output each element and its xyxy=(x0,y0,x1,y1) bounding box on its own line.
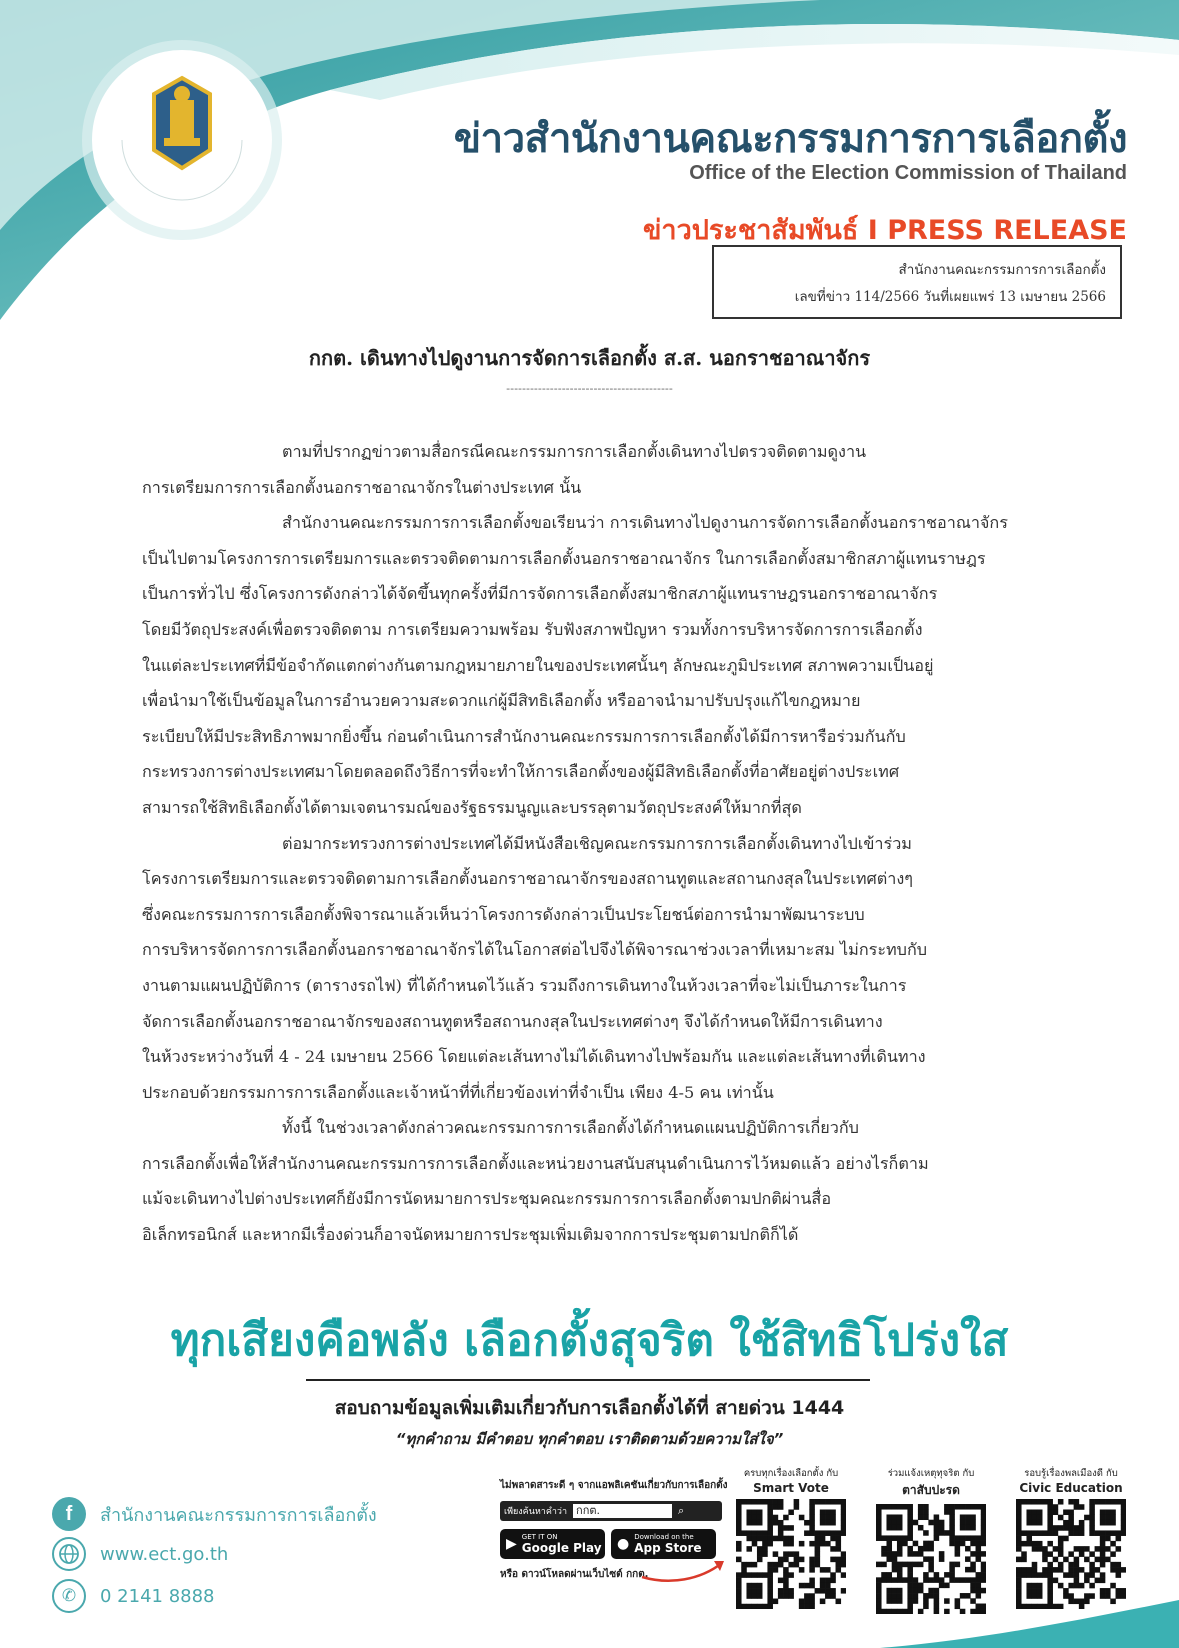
qr-civic-education[interactable] xyxy=(1016,1466,1126,1609)
body-line: ตามที่ปรากฏข่าวตามสื่อกรณีคณะกรรมการการเลือกตั้งเดินทางไปตรวจติดตามดูงาน xyxy=(282,442,867,461)
body-line: เป็นไปตามโครงการการเตรียมการและตรวจติดตามการเลือกตั้งนอกราชอาณาจักร ในการเลือกตั้งสมาชิกสภาผู้แทนราษฎร xyxy=(142,548,986,568)
campaign-slogan: ทุกเสียงคือพลัง เลือกตั้งสุจริต ใช้สิทธิโปร่งใส xyxy=(170,1315,1009,1366)
news-body xyxy=(142,434,1068,1253)
hotline-text: สอบถามข้อมูลเพิ่มเติมเกี่ยวกับการเลือกตั้งได้ที่ สายด่วน 1444 xyxy=(334,1397,845,1419)
body-line: เพื่อนำมาใช้เป็นข้อมูลในการอำนวยความสะดวกแก่ผู้มีสิทธิเลือกตั้ง หรืออาจนำมาปรับปรุงแก้ไขกฎหมาย xyxy=(142,691,861,711)
body-line: จัดการเลือกตั้งนอกราชอาณาจักรของสถานทูตหรือสถานกงสุลในประเทศต่างๆ จึงได้กำหนดให้มีการเดินทาง xyxy=(142,1011,883,1031)
news-headline: กกต. เดินทางไปดูงานการจัดการเลือกตั้ง ส.ส. นอกราชอาณาจักร xyxy=(308,346,871,370)
qr-code-icon xyxy=(1016,1499,1126,1609)
body-line: การบริหารจัดการการเลือกตั้งนอกราชอาณาจักรได้ในโอกาสต่อไปจึงได้พิจารณาช่วงเวลาที่เหมาะสม ไม่กระทบกับ xyxy=(142,940,928,960)
body-line: อิเล็กทรอนิกส์ และหากมีเรื่องด่วนก็อาจนัดหมายการประชุมเพิ่มเติมจากการประชุมตามปกติก็ได้ xyxy=(142,1225,799,1245)
body-line: การเลือกตั้งเพื่อให้สำนักงานคณะกรรมการการเลือกตั้งและหน่วยงานสนับสนุนดำเนินการไว้หมดแล้ว อย่างไรก็ตาม xyxy=(142,1153,929,1173)
body-line: สำนักงานคณะกรรมการการเลือกตั้งขอเรียนว่า การเดินทางไปดูงานการจัดการเลือกตั้งนอกราชอาณาจักร xyxy=(282,513,1008,533)
body-line: งานตามแผนปฏิบัติการ (ตารางรถไฟ) ที่ได้กำหนดไว้แล้ว รวมถึงการเดินทางในห้วงเวลาที่จะไม่เป็นภาระในการ xyxy=(142,975,907,995)
contact-facebook[interactable] xyxy=(52,1497,377,1531)
qr-caption: รอบรู้เรื่องพลเมืองดี กับ xyxy=(1024,1468,1118,1479)
body-line: ในห้วงระหว่างวันที่ 4 - 24 เมษายน 2566 โดยแต่ละเส้นทางไม่ได้เดินทางไปพร้อมกัน และแต่ละเส้นทางที่เดินทาง xyxy=(142,1047,926,1067)
contact-website[interactable] xyxy=(52,1537,228,1571)
body-line: ต่อมากระทรวงการต่างประเทศได้มีหนังสือเชิญคณะกรรมการการเลือกตั้งเดินทางไปเข้าร่วม xyxy=(282,833,912,853)
qr-caption: ครบทุกเรื่องเลือกตั้ง กับ xyxy=(743,1468,839,1479)
app-promo-text: ไม่พลาดสาระดี ๆ จากแอพลิเคชันเกี่ยวกับการเลือกตั้ง xyxy=(500,1480,728,1491)
app-store-text: App Store xyxy=(634,1541,702,1555)
contact-facebook-text: สำนักงานคณะกรรมการการเลือกตั้ง xyxy=(100,1504,377,1526)
contact-phone-text: 0 2141 8888 xyxy=(100,1585,215,1607)
contact-phone[interactable] xyxy=(52,1579,215,1613)
qr-code-icon xyxy=(876,1504,986,1614)
search-icon: ⌕ xyxy=(678,1504,685,1517)
facebook-icon: f xyxy=(52,1497,86,1531)
body-line: ซึ่งคณะกรรมการการเลือกตั้งพิจารณาแล้วเห็นว่าโครงการดังกล่าวเป็นประโยชน์ต่อการนำมาพัฒนาระบบ xyxy=(142,904,865,924)
body-line: ในแต่ละประเทศที่มีข้อจำกัดแตกต่างกันตามกฎหมายภายในของประเทศนั้นๆ ลักษณะภูมิประเทศ สภาพความเป็นอยู่ xyxy=(142,655,934,675)
search-value: กกต. xyxy=(573,1504,672,1518)
body-line: กระทรวงการต่างประเทศมาโดยตลอดถึงวิธีการที่จะทำให้การเลือกตั้งของผู้มีสิทธิเลือกตั้งที่อาศัยอยู่ต่างประเทศ xyxy=(142,762,900,782)
qr-title: Civic Education xyxy=(1019,1481,1123,1495)
apple-icon: ● xyxy=(617,1536,630,1552)
contact-website-text: www.ect.go.th xyxy=(100,1543,229,1565)
website-download-text: หรือ ดาวน์โหลดผ่านเว็บไซต์ กกต. xyxy=(500,1569,649,1580)
header-title-en: Office of the Election Commission of Thailand xyxy=(689,162,1127,184)
search-label: เพียงค้นหาคำว่า xyxy=(504,1507,568,1517)
qr-tasapparod[interactable] xyxy=(876,1466,986,1614)
body-line: เป็นการทั่วไป ซึ่งโครงการดังกล่าวได้จัดขึ้นทุกครั้งที่มีการจัดการเลือกตั้งสมาชิกสภาผู้แทนราษฎรนอกราชอาณาจักร xyxy=(142,584,938,604)
body-line: โดยมีวัตถุประสงค์เพื่อตรวจติดตาม การเตรียมความพร้อม รับฟังสภาพปัญหา รวมทั้งการบริหารจัดการการเลือกตั้ง xyxy=(142,619,923,639)
separator: ------------------------------------------ xyxy=(506,382,673,395)
app-search-bar xyxy=(500,1501,722,1521)
google-play-badge[interactable] xyxy=(500,1529,605,1559)
qr-smart-vote[interactable] xyxy=(736,1466,846,1609)
arrow-icon xyxy=(640,1555,730,1585)
body-line: โครงการเตรียมการและตรวจติดตามการเลือกตั้งนอกราชอาณาจักรของสถานทูตและสถานกงสุลในประเทศต่างๆ xyxy=(142,869,913,889)
header-title-th: ข่าวสำนักงานคณะกรรมการการเลือกตั้ง xyxy=(453,116,1127,162)
qr-caption: ร่วมแจ้งเหตุทุจริต กับ xyxy=(887,1468,975,1479)
body-line: ประกอบด้วยกรรมการการเลือกตั้งและเจ้าหน้าที่ที่เกี่ยวข้องเท่าที่จำเป็น เพียง 4-5 คน เท่านั้น xyxy=(142,1082,774,1102)
qr-title: Smart Vote xyxy=(753,1481,829,1495)
hotline-tagline: “ทุกคำถาม มีคำตอบ ทุกคำตอบ เราติดตามด้วยความใส่ใจ” xyxy=(395,1430,784,1448)
press-release-label: ข่าวประชาสัมพันธ์ I PRESS RELEASE xyxy=(642,215,1127,246)
body-line: การเตรียมการการเลือกตั้งนอกราชอาณาจักรในต่างประเทศ นั้น xyxy=(142,477,582,497)
body-line: สามารถใช้สิทธิเลือกตั้งได้ตามเจตนารมณ์ของรัฐธรรมนูญและบรรลุตามวัตถุประสงค์ให้มากที่สุด xyxy=(142,797,802,817)
play-icon: ▶ xyxy=(506,1536,517,1552)
globe-icon xyxy=(52,1537,86,1571)
google-play-text: Google Play xyxy=(521,1541,602,1555)
news-meta-box xyxy=(712,245,1122,319)
qr-title: ตาสับปะรด xyxy=(902,1483,960,1497)
slogan-divider xyxy=(306,1379,870,1381)
body-line: ทั้งนี้ ในช่วงเวลาดังกล่าวคณะกรรมการการเลือกตั้งได้กำหนดแผนปฏิบัติการเกี่ยวกับ xyxy=(282,1118,859,1138)
footer-wave xyxy=(880,1600,1179,1648)
meta-office: สำนักงานคณะกรรมการการเลือกตั้ง xyxy=(898,262,1106,278)
phone-icon: ✆ xyxy=(52,1579,86,1613)
meta-number-date: เลขที่ข่าว 114/2566 วันที่เผยแพร่ 13 เมษายน 2566 xyxy=(794,289,1106,305)
apple-small-text: Download on the xyxy=(634,1533,694,1541)
google-small-text: GET IT ON xyxy=(521,1533,558,1541)
qr-code-icon xyxy=(736,1499,846,1609)
ect-logo xyxy=(92,50,272,230)
body-line: ระเบียบให้มีประสิทธิภาพมากยิ่งขึ้น ก่อนดำเนินการสำนักงานคณะกรรมการการเลือกตั้งได้มีการหารือร่วมกันกับ xyxy=(142,726,906,746)
body-line: แม้จะเดินทางไปต่างประเทศก็ยังมีการนัดหมายการประชุมคณะกรรมการการเลือกตั้งตามปกติผ่านสื่อ xyxy=(142,1189,832,1209)
